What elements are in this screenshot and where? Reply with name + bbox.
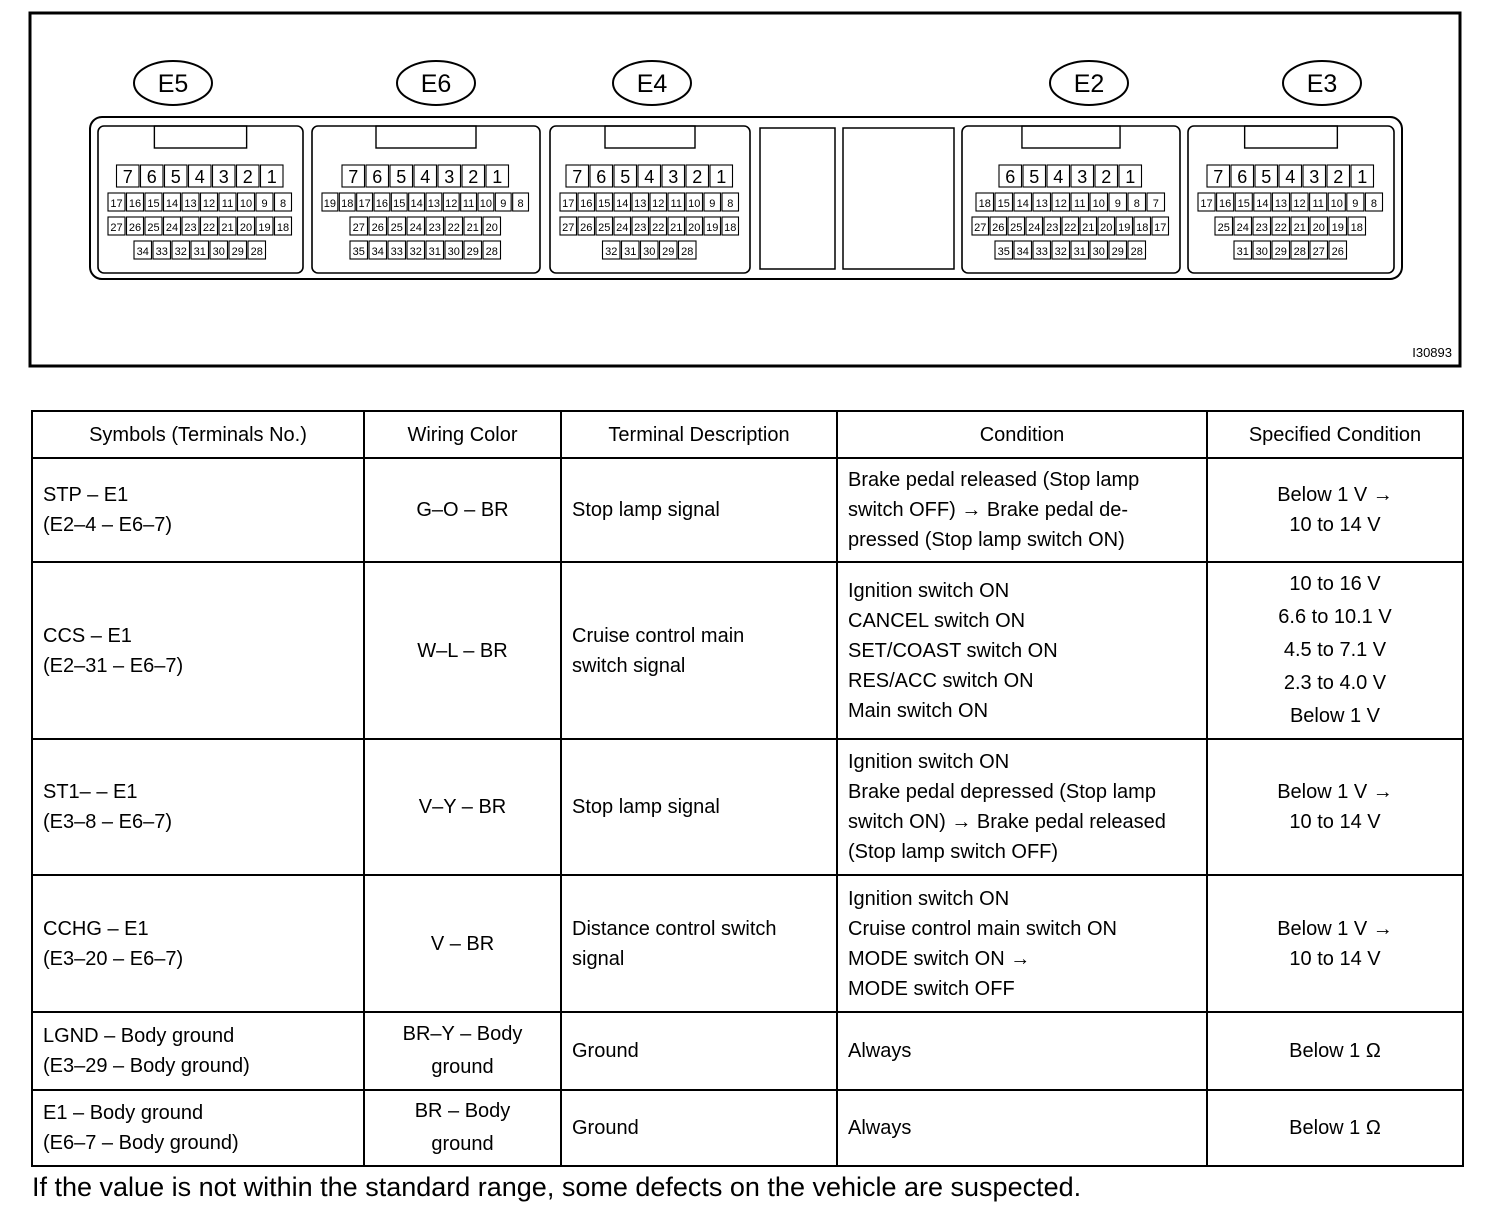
pin-number: 3 <box>1309 167 1320 187</box>
pin-number: 34 <box>1016 246 1029 258</box>
pin-number: 30 <box>1255 246 1268 258</box>
connector-label: E2 <box>1073 70 1105 98</box>
pin-number: 14 <box>1016 198 1029 210</box>
pin-number: 22 <box>202 222 216 234</box>
pin-number: 22 <box>1274 222 1287 234</box>
pin-number: 30 <box>212 246 225 258</box>
pin-number: 19 <box>323 198 337 210</box>
pin-number: 4 <box>194 167 205 187</box>
pin-number: 20 <box>1100 222 1113 234</box>
pin-number: 22 <box>1064 222 1077 234</box>
pin-number: 11 <box>1074 198 1086 210</box>
symbol-cell: LGND – Body ground (E3–29 – Body ground) <box>32 1012 364 1090</box>
condition-cell: Always <box>837 1012 1207 1090</box>
pin-number: 1 <box>716 167 727 187</box>
pin-number: 5 <box>1261 167 1272 187</box>
pin-number: 9 <box>1352 198 1359 210</box>
pin-number: 30 <box>447 246 460 258</box>
pin-number: 21 <box>466 222 479 234</box>
pin-number: 31 <box>1236 246 1249 258</box>
pin-number: 25 <box>1217 222 1230 234</box>
pin-number: 19 <box>1118 222 1131 234</box>
pin-number: 3 <box>668 167 679 187</box>
pin-number: 31 <box>624 246 637 258</box>
diagram-frame <box>30 13 1460 366</box>
pin-number: 7 <box>348 167 359 187</box>
pin-number: 24 <box>1028 222 1041 234</box>
pin-number: 7 <box>572 167 583 187</box>
pin-number: 2 <box>1101 167 1112 187</box>
pin-number: 6 <box>372 167 383 187</box>
pin-number: 18 <box>341 198 354 210</box>
pin-number: 14 <box>1256 198 1269 210</box>
pin-number: 33 <box>155 246 168 258</box>
header-terminal-description: Terminal Description <box>561 411 837 458</box>
pin-number: 23 <box>428 222 441 234</box>
pin-number: 8 <box>279 198 287 210</box>
pin-number: 17 <box>358 198 371 210</box>
pin-number: 13 <box>1274 198 1288 210</box>
pin-number: 18 <box>1136 222 1149 234</box>
pin-number: 28 <box>250 246 263 258</box>
pin-number: 20 <box>485 222 498 234</box>
specified-cell: Below 1 V → 10 to 14 V <box>1207 739 1463 875</box>
pin-number: 9 <box>1114 198 1121 210</box>
specified-cell: Below 1 Ω <box>1207 1090 1463 1166</box>
pin-number: 13 <box>427 198 441 210</box>
pin-number: 18 <box>1350 222 1363 234</box>
table-row <box>32 458 1463 562</box>
pin-number: 10 <box>239 198 253 210</box>
pin-number: 35 <box>352 246 365 258</box>
pin-number: 3 <box>444 167 455 187</box>
pin-number: 5 <box>1029 167 1040 187</box>
wiring-cell: V – BR <box>364 875 561 1012</box>
pin-number: 19 <box>706 222 719 234</box>
pin-number: 6 <box>1237 167 1248 187</box>
pin-number: 27 <box>974 222 987 234</box>
pin-number: 6 <box>596 167 607 187</box>
pin-number: 30 <box>643 246 656 258</box>
pin-number: 5 <box>170 167 181 187</box>
pin-number: 12 <box>445 198 458 210</box>
condition-cell: Ignition switch ON Brake pedal depressed (Stop lamp switch ON) → Brake pedal released (Stop lamp switch OFF) <box>837 739 1207 875</box>
wiring-cell: BR–Y – Body ground <box>364 1012 561 1090</box>
pin-number: 17 <box>562 198 575 210</box>
pin-number: 10 <box>688 198 701 210</box>
pin-number: 29 <box>1111 246 1124 258</box>
table-row <box>32 1012 1463 1090</box>
pin-number: 26 <box>128 222 142 234</box>
pin-number: 13 <box>184 198 197 210</box>
pin-number: 31 <box>428 246 441 258</box>
pin-number: 17 <box>1154 222 1167 234</box>
pin-number: 11 <box>670 198 682 210</box>
pin-number: 33 <box>1035 246 1048 258</box>
pin-number: 4 <box>420 167 431 187</box>
pin-number: 23 <box>184 222 197 234</box>
connector-label: E3 <box>1306 70 1338 98</box>
pin-number: 24 <box>409 222 422 234</box>
pin-number: 12 <box>652 198 665 210</box>
specified-cell: Below 1 Ω <box>1207 1012 1463 1090</box>
pin-number: 23 <box>634 222 647 234</box>
pin-number: 25 <box>390 222 403 234</box>
symbol-cell: CCS – E1 (E2–31 – E6–7) <box>32 562 364 739</box>
connector-label: E5 <box>157 70 189 98</box>
pin-number: 13 <box>1035 198 1048 210</box>
pin-number: 4 <box>1285 167 1296 187</box>
description-cell: Distance control switch signal <box>561 875 837 1012</box>
wiring-cell: W–L – BR <box>364 562 561 739</box>
pin-number: 13 <box>634 198 647 210</box>
pin-number: 23 <box>1255 222 1268 234</box>
pin-number: 22 <box>447 222 460 234</box>
pin-number: 31 <box>193 246 206 258</box>
pin-number: 32 <box>174 246 187 258</box>
pin-number: 17 <box>1200 198 1213 210</box>
pin-number: 6 <box>1005 167 1016 187</box>
description-cell: Stop lamp signal <box>561 739 837 875</box>
pin-number: 15 <box>393 198 406 210</box>
description-cell: Stop lamp signal <box>561 458 837 562</box>
pin-number: 27 <box>562 222 575 234</box>
description-cell: Ground <box>561 1012 837 1090</box>
pin-number: 26 <box>1331 246 1344 258</box>
pin-number: 12 <box>1054 198 1067 210</box>
pin-number: 3 <box>1077 167 1088 187</box>
table-row <box>32 739 1463 875</box>
pin-number: 1 <box>1125 167 1136 187</box>
pin-number: 15 <box>147 198 160 210</box>
pin-number: 28 <box>485 246 498 258</box>
pin-number: 1 <box>1357 167 1368 187</box>
pin-number: 11 <box>1312 198 1324 210</box>
description-cell: Cruise control main switch signal <box>561 562 837 739</box>
pin-number: 29 <box>1274 246 1287 258</box>
pin-number: 26 <box>580 222 593 234</box>
condition-cell: Brake pedal released (Stop lamp switch OFF) → Brake pedal de- pressed (Stop lamp switch ON) <box>837 458 1207 562</box>
pin-number: 21 <box>1082 222 1095 234</box>
header-wiring-color: Wiring Color <box>364 411 561 458</box>
pin-number: 15 <box>1237 198 1250 210</box>
pin-number: 33 <box>390 246 403 258</box>
pin-number: 34 <box>136 246 149 258</box>
pin-number: 21 <box>221 222 234 234</box>
wiring-cell: V–Y – BR <box>364 739 561 875</box>
pin-number: 7 <box>1152 198 1159 210</box>
pin-number: 12 <box>202 198 216 210</box>
pin-number: 19 <box>258 222 271 234</box>
table-header-row <box>32 411 1463 458</box>
pin-number: 16 <box>580 198 593 210</box>
symbol-cell: CCHG – E1 (E3–20 – E6–7) <box>32 875 364 1012</box>
pin-number: 27 <box>110 222 123 234</box>
terminal-spec-table <box>31 410 1464 1167</box>
pin-number: 30 <box>1092 246 1105 258</box>
symbol-cell: STP – E1 (E2–4 – E6–7) <box>32 458 364 562</box>
pin-number: 32 <box>409 246 422 258</box>
table-row <box>32 1090 1463 1166</box>
pin-number: 10 <box>1330 198 1343 210</box>
pin-number: 3 <box>218 167 229 187</box>
header-condition: Condition <box>837 411 1207 458</box>
figure-code: I30893 <box>1412 345 1452 360</box>
pin-number: 5 <box>620 167 631 187</box>
pin-number: 2 <box>692 167 703 187</box>
wiring-cell: G–O – BR <box>364 458 561 562</box>
condition-cell: Ignition switch ON Cruise control main switch ON MODE switch ON → MODE switch OFF <box>837 875 1207 1012</box>
pin-number: 26 <box>992 222 1005 234</box>
pin-number: 5 <box>396 167 407 187</box>
pin-number: 26 <box>371 222 384 234</box>
footnote: If the value is not within the standard range, some defects on the vehicle are suspected. <box>32 1172 1082 1202</box>
wiring-cell: BR – Body ground <box>364 1090 561 1166</box>
pin-number: 18 <box>276 222 290 234</box>
pin-number: 21 <box>670 222 683 234</box>
header-specified-condition: Specified Condition <box>1207 411 1463 458</box>
pin-number: 7 <box>1213 167 1224 187</box>
pin-number: 23 <box>1046 222 1059 234</box>
pin-number: 14 <box>616 198 629 210</box>
pin-number: 35 <box>997 246 1010 258</box>
pin-number: 4 <box>644 167 655 187</box>
pin-number: 25 <box>598 222 611 234</box>
pin-number: 20 <box>1312 222 1325 234</box>
pin-number: 8 <box>1370 198 1378 210</box>
pin-number: 16 <box>128 198 142 210</box>
pin-number: 16 <box>375 198 389 210</box>
symbol-cell: E1 – Body ground (E6–7 – Body ground) <box>32 1090 364 1166</box>
pin-number: 8 <box>727 198 734 210</box>
pin-number: 9 <box>261 198 268 210</box>
pin-number: 24 <box>616 222 629 234</box>
pin-number: 21 <box>1293 222 1306 234</box>
pin-number: 8 <box>1133 198 1140 210</box>
pin-number: 25 <box>1010 222 1023 234</box>
connector-label: E4 <box>636 70 668 98</box>
pin-number: 19 <box>1331 222 1344 234</box>
pin-number: 28 <box>1293 246 1306 258</box>
pin-number: 2 <box>242 167 253 187</box>
pin-number: 10 <box>1092 198 1105 210</box>
specified-cell: Below 1 V → 10 to 14 V <box>1207 458 1463 562</box>
pin-number: 18 <box>978 198 991 210</box>
symbol-cell: ST1– – E1 (E3–8 – E6–7) <box>32 739 364 875</box>
pin-number: 20 <box>688 222 701 234</box>
specified-cell: 10 to 16 V 6.6 to 10.1 V 4.5 to 7.1 V 2.3 to 4.0 V Below 1 V <box>1207 562 1463 739</box>
table-row <box>32 875 1463 1012</box>
pin-number: 34 <box>371 246 384 258</box>
pin-number: 29 <box>662 246 675 258</box>
pin-number: 29 <box>231 246 244 258</box>
pin-number: 27 <box>1312 246 1325 258</box>
table-row <box>32 562 1463 739</box>
pin-number: 14 <box>165 198 179 210</box>
pin-number: 15 <box>997 198 1010 210</box>
pin-number: 32 <box>1054 246 1067 258</box>
pin-number: 8 <box>517 198 524 210</box>
description-cell: Ground <box>561 1090 837 1166</box>
pin-number: 20 <box>239 222 253 234</box>
pin-number: 18 <box>724 222 737 234</box>
pin-number: 25 <box>147 222 160 234</box>
pin-number: 1 <box>266 167 277 187</box>
pin-number: 16 <box>1219 198 1232 210</box>
pin-number: 11 <box>221 198 234 210</box>
pin-number: 2 <box>468 167 479 187</box>
pin-number: 29 <box>466 246 479 258</box>
pin-number: 7 <box>122 167 133 187</box>
pin-number: 10 <box>479 198 493 210</box>
pin-number: 22 <box>652 222 665 234</box>
pin-number: 2 <box>1333 167 1344 187</box>
condition-cell: Ignition switch ON CANCEL switch ON SET/COAST switch ON RES/ACC switch ON Main switch ON <box>837 562 1207 739</box>
pin-number: 28 <box>681 246 694 258</box>
pin-number: 32 <box>605 246 618 258</box>
pin-number: 17 <box>110 198 123 210</box>
pin-number: 15 <box>598 198 611 210</box>
header-symbols: Symbols (Terminals No.) <box>32 411 364 458</box>
pin-number: 4 <box>1053 167 1064 187</box>
pin-number: 14 <box>410 198 423 210</box>
specified-cell: Below 1 V → 10 to 14 V <box>1207 875 1463 1012</box>
pin-number: 31 <box>1073 246 1086 258</box>
pin-number: 28 <box>1130 246 1143 258</box>
pin-number: 9 <box>709 198 716 210</box>
pin-number: 1 <box>492 167 503 187</box>
condition-cell: Always <box>837 1090 1207 1166</box>
connector-diagram <box>0 0 1504 400</box>
pin-number: 24 <box>165 222 179 234</box>
pin-number: 24 <box>1236 222 1249 234</box>
connector-label: E6 <box>420 70 452 98</box>
pin-number: 6 <box>146 167 157 187</box>
pin-number: 27 <box>352 222 365 234</box>
pin-number: 11 <box>462 198 475 210</box>
pin-number: 9 <box>500 198 507 210</box>
pin-number: 12 <box>1293 198 1306 210</box>
